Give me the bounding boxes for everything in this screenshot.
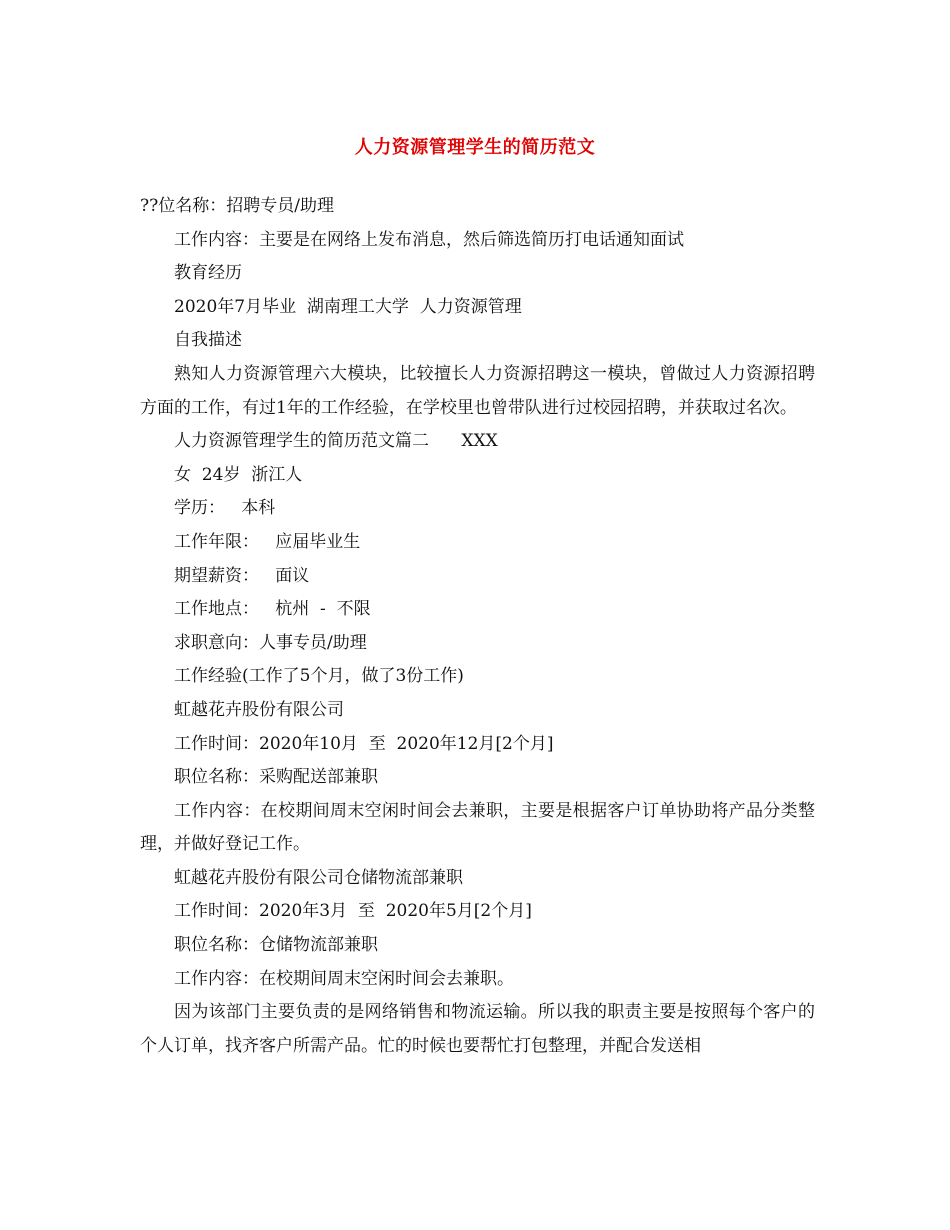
- paragraph-position-two: 职位名称：仓储物流部兼职: [174, 935, 378, 956]
- paragraph-work-experience-summary: 工作经验(工作了5个月，做了3份工作): [174, 666, 464, 687]
- paragraph-department-duty: 因为该部门主要负责的是网络销售和物流运输。所以我的职责主要是按照每个客户的个人订单，找齐客户所需产品。忙的时候也要帮忙打包整理，并配合发送相: [140, 1002, 815, 1056]
- paragraph-company-two: 虹越花卉股份有限公司仓储物流部兼职: [174, 867, 463, 888]
- paragraph-resume-two-heading: 人力资源管理学生的简历范文篇二 XXX: [174, 431, 498, 452]
- paragraph-education-detail: 2020年7月毕业 湖南理工大学 人力资源管理: [174, 296, 522, 317]
- paragraph-job-intention: 求职意向：人事专员/助理: [174, 632, 367, 653]
- paragraph-job-content: 工作内容：主要是在网络上发布消息，然后筛选简历打电话通知面试: [174, 229, 684, 250]
- paragraph-position-one: 职位名称：采购配送部兼职: [174, 767, 378, 788]
- paragraph-work-location: 工作地点： 杭州 - 不限: [174, 599, 371, 620]
- paragraph-job-title: ??位名称：招聘专员/助理: [140, 196, 334, 216]
- document-title: 人力资源管理学生的简历范文: [354, 137, 596, 159]
- paragraph-work-time-two: 工作时间：2020年3月 至 2020年5月[2个月]: [174, 901, 532, 922]
- paragraph-self-description: 熟知人力资源管理六大模块，比较擅长人力资源招聘这一模块，曾做过人力资源招聘方面的工作，有过1年的工作经验，在学校里也曾带队进行过校园招聘，并获取过名次。: [140, 363, 815, 418]
- paragraph-work-content-two: 工作内容：在校期间周末空闲时间会去兼职。: [174, 968, 514, 989]
- section-heading-education: 教育经历: [174, 263, 242, 284]
- paragraph-company-one: 虹越花卉股份有限公司: [174, 699, 344, 720]
- paragraph-education-level: 学历： 本科: [174, 498, 276, 519]
- paragraph-work-years: 工作年限： 应届毕业生: [174, 531, 361, 552]
- paragraph-personal-info: 女 24岁 浙江人: [174, 464, 303, 485]
- paragraph-expected-salary: 期望薪资： 面议: [174, 565, 310, 586]
- paragraph-work-content-one: 工作内容：在校期间周末空闲时间会去兼职，主要是根据客户订单协助将产品分类整理，并做好登记工作。: [140, 800, 815, 855]
- document-body: [140, 190, 815, 1063]
- paragraph-work-time-one: 工作时间：2020年10月 至 2020年12月[2个月]: [174, 733, 554, 754]
- section-heading-self-description: 自我描述: [174, 330, 242, 351]
